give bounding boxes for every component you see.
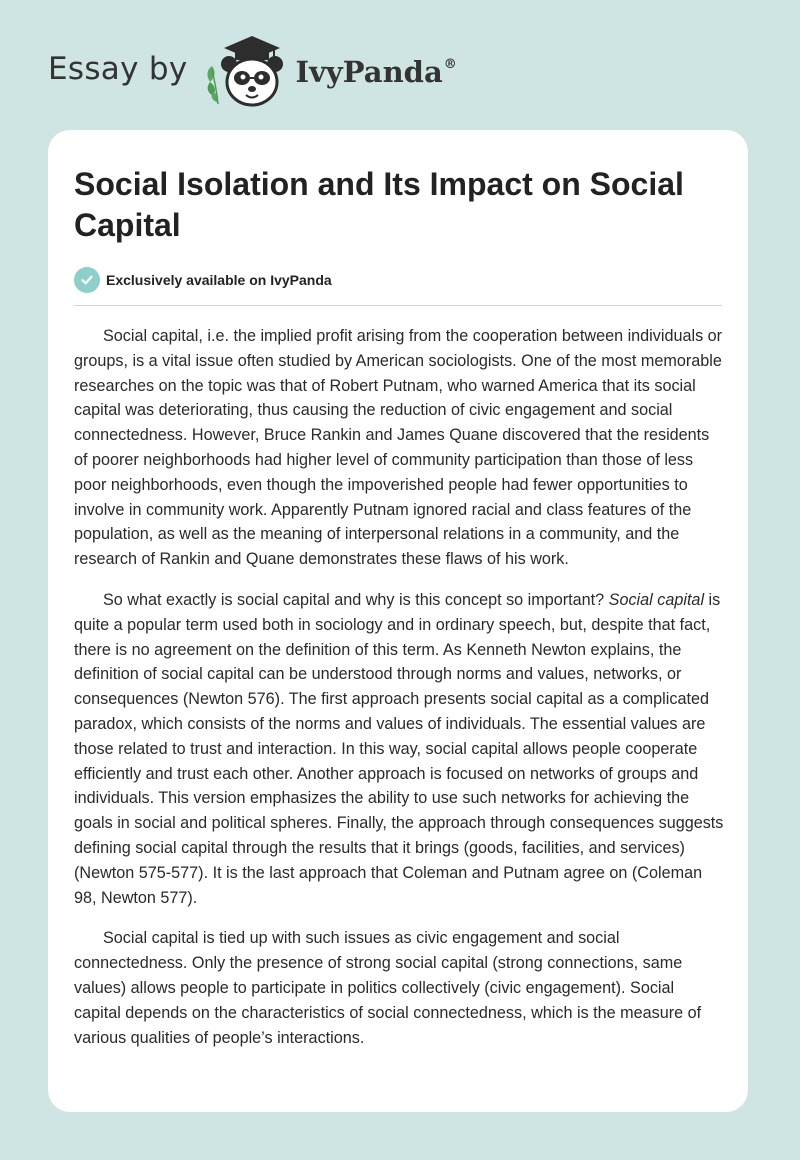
site-header xyxy=(48,30,457,110)
brand-name[interactable] xyxy=(296,55,457,89)
paragraph-2-intro: So what exactly is social capital and why is this concept so important? xyxy=(103,590,609,609)
paragraph-2-term: Social capital xyxy=(608,590,705,609)
essay-title: Social Isolation and Its Impact on Social Capital xyxy=(74,166,684,243)
paragraph-3: Social capital is tied up with such issues as civic engagement and social connectedness. Only the presence of strong social capital (strong connections, same values) allows people to participate in politics collectively (civic engagement). Social capital depends on the characteristics of social connectedness, which is the measure of various qualities of people’s interactions. xyxy=(74,929,702,1047)
essay-card xyxy=(48,130,748,1112)
paragraph-2 xyxy=(74,588,724,910)
registered-mark: ® xyxy=(443,57,457,72)
essay-by-label: Essay by xyxy=(48,51,188,87)
divider xyxy=(74,305,722,306)
essay-body xyxy=(74,324,724,1050)
panda-logo-icon[interactable] xyxy=(202,30,290,110)
check-icon xyxy=(74,267,100,293)
exclusive-badge xyxy=(74,266,722,294)
paragraph-1: Social capital, i.e. the implied profit arising from the cooperation between individuals or groups, is a vital issue often studied by American sociologists. One of the most memorable researches on the topic was that of Robert Putnam, who warned America that its social capital was deteriorating, thus causing the reduction of civic engagement and social connectedness. However, Bruce Rankin and James Quane discovered that the residents of poorer neighborhoods had higher level of community participation than those of less poor neighborhoods, even though the impoverished people had fewer opportunities to involve in community work. Apparently Putnam ignored racial and class features of the population, as well as the meaning of interpersonal relations in a community, and the research of Rankin and Quane demonstrates these flaws of his work. xyxy=(74,327,723,569)
exclusive-badge-label: Exclusively available on IvyPanda xyxy=(106,272,332,288)
paragraph-2-rest: is quite a popular term used both in sociology and in ordinary speech, but, despite that fact, there is no agreement on the definition of this term. As Kenneth Newton explains, the definition of social capital can be understood through norms and values, networks, or consequences (Newton 576). The first approach presents social capital as a complicated paradox, which consists of the norms and values of individuals. The essential values are those related to trust and interaction. In this way, social capital allows people cooperate efficiently and trust each other. Another approach is focused on networks of groups and individuals. This version emphasizes the ability to use such networks for achieving the goals in social and political spheres. Finally, the approach through consequences suggests defining social capital through the results that it brings (goods, facilities, and services) (Newton 575-577). It is the last approach that Coleman and Putnam agree on (Coleman 98, Newton 577). xyxy=(74,590,724,907)
brand-name-text: IvyPanda xyxy=(295,55,443,89)
